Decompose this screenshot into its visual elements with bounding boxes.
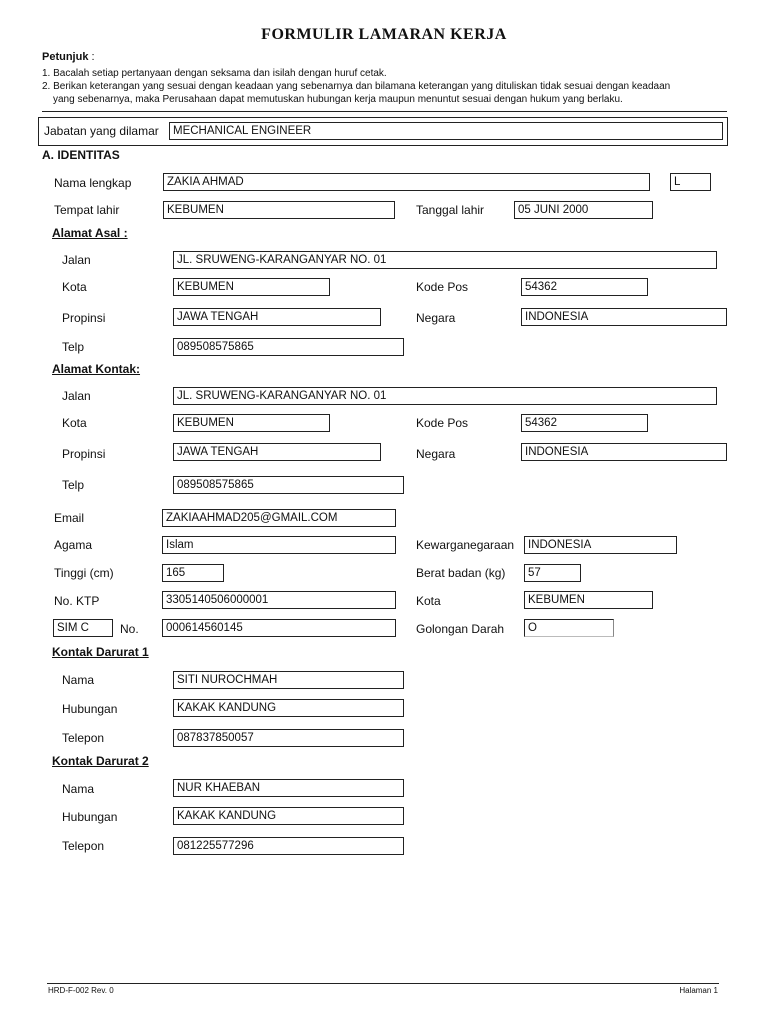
kota-ktp-label: Kota [416, 594, 441, 608]
tempat-lahir-field[interactable]: KEBUMEN [163, 201, 395, 219]
agama-field[interactable]: Islam [162, 536, 396, 554]
asal-jalan-label: Jalan [62, 253, 91, 267]
header-divider [42, 111, 727, 112]
asal-propinsi-field[interactable]: JAWA TENGAH [173, 308, 381, 326]
kontak-propinsi-label: Propinsi [62, 447, 106, 461]
asal-negara-field[interactable]: INDONESIA [521, 308, 727, 326]
darurat2-telepon-field[interactable]: 081225577296 [173, 837, 404, 855]
kontak-jalan-field[interactable]: JL. SRUWENG-KARANGANYAR NO. 01 [173, 387, 717, 405]
darurat2-hubungan-field[interactable]: KAKAK KANDUNG [173, 807, 404, 825]
golongan-darah-field[interactable]: O [524, 619, 614, 637]
kontak-kota-label: Kota [62, 416, 87, 430]
kontak-negara-field[interactable]: INDONESIA [521, 443, 727, 461]
section-identitas: A. IDENTITAS [42, 148, 120, 162]
nama-label: Nama lengkap [54, 176, 132, 190]
tinggi-field[interactable]: 165 [162, 564, 224, 582]
kontak-jalan-label: Jalan [62, 389, 91, 403]
sim-type-field[interactable]: SIM C [53, 619, 113, 637]
sim-no-field[interactable]: 000614560145 [162, 619, 396, 637]
instruction-2: 2. Berikan keterangan yang sesuai dengan keadaan yang sebenarnya dan bilamana keterangan yang dituliskan tidak sesuai dengan keadaan [42, 81, 671, 92]
darurat1-telepon-field[interactable]: 087837850057 [173, 729, 404, 747]
kontak-kota-field[interactable]: KEBUMEN [173, 414, 330, 432]
asal-jalan-field[interactable]: JL. SRUWENG-KARANGANYAR NO. 01 [173, 251, 717, 269]
darurat2-nama-label: Nama [62, 782, 95, 796]
email-label: Email [54, 511, 85, 525]
footer-divider [47, 983, 719, 984]
petunjuk-heading [42, 51, 95, 63]
darurat1-hubungan-field[interactable]: KAKAK KANDUNG [173, 699, 404, 717]
instruction-2-cont: yang sebenarnya, maka Perusahaan dapat memutuskan hubungan kerja maupun menuntut sesuai dengan hukum yang berlaku. [53, 94, 623, 105]
asal-propinsi-label: Propinsi [62, 311, 106, 325]
berat-label: Berat badan (kg) [416, 566, 506, 580]
footer-page-number: Halaman 1 [679, 986, 718, 995]
darurat1-hubungan-label: Hubungan [62, 702, 118, 716]
instruction-1: 1. Bacalah setiap pertanyaan dengan seksama dan isilah dengan huruf cetak. [42, 68, 387, 79]
nama-field[interactable]: ZAKIA AHMAD [163, 173, 650, 191]
kota-ktp-field[interactable]: KEBUMEN [524, 591, 653, 609]
darurat1-nama-label: Nama [62, 673, 95, 687]
darurat2-nama-field[interactable]: NUR KHAEBAN [173, 779, 404, 797]
berat-field[interactable]: 57 [524, 564, 581, 582]
sim-no-label: No. [120, 622, 139, 636]
page-title: FORMULIR LAMARAN KERJA [261, 26, 507, 43]
footer-form-code: HRD-F-002 Rev. 0 [48, 986, 114, 995]
alamat-kontak-heading: Alamat Kontak: [52, 362, 141, 376]
tanggal-lahir-label: Tanggal lahir [416, 203, 485, 217]
asal-kota-label: Kota [62, 280, 87, 294]
ktp-label: No. KTP [54, 594, 100, 608]
tinggi-label: Tinggi (cm) [54, 566, 114, 580]
kontak-kodepos-label: Kode Pos [416, 416, 469, 430]
tanggal-lahir-field[interactable]: 05 JUNI 2000 [514, 201, 653, 219]
golongan-darah-label: Golongan Darah [416, 622, 505, 636]
kontak-telp-label: Telp [62, 478, 85, 492]
petunjuk-label: Petunjuk [42, 51, 89, 63]
asal-telp-label: Telp [62, 340, 85, 354]
darurat2-hubungan-label: Hubungan [62, 810, 118, 824]
kewarganegaraan-field[interactable]: INDONESIA [524, 536, 677, 554]
gender-field[interactable]: L [670, 173, 711, 191]
alamat-asal-heading: Alamat Asal : [52, 226, 128, 240]
kewarganegaraan-label: Kewarganegaraan [416, 538, 515, 552]
asal-telp-field[interactable]: 089508575865 [173, 338, 404, 356]
kontak-telp-field[interactable]: 089508575865 [173, 476, 404, 494]
petunjuk-colon: : [88, 51, 95, 63]
darurat2-telepon-label: Telepon [62, 839, 105, 853]
kontak-negara-label: Negara [416, 447, 456, 461]
darurat2-heading: Kontak Darurat 2 [52, 754, 149, 768]
jabatan-label: Jabatan yang dilamar [44, 124, 159, 138]
kontak-kodepos-field[interactable]: 54362 [521, 414, 648, 432]
tempat-lahir-label: Tempat lahir [54, 203, 120, 217]
jabatan-field[interactable]: MECHANICAL ENGINEER [169, 122, 723, 140]
darurat1-nama-field[interactable]: SITI NUROCHMAH [173, 671, 404, 689]
asal-negara-label: Negara [416, 311, 456, 325]
asal-kodepos-label: Kode Pos [416, 280, 469, 294]
kontak-propinsi-field[interactable]: JAWA TENGAH [173, 443, 381, 461]
asal-kodepos-field[interactable]: 54362 [521, 278, 648, 296]
darurat1-telepon-label: Telepon [62, 731, 105, 745]
darurat1-heading: Kontak Darurat 1 [52, 645, 149, 659]
asal-kota-field[interactable]: KEBUMEN [173, 278, 330, 296]
ktp-field[interactable]: 3305140506000001 [162, 591, 396, 609]
agama-label: Agama [54, 538, 93, 552]
email-field[interactable]: ZAKIAAHMAD205@GMAIL.COM [162, 509, 396, 527]
